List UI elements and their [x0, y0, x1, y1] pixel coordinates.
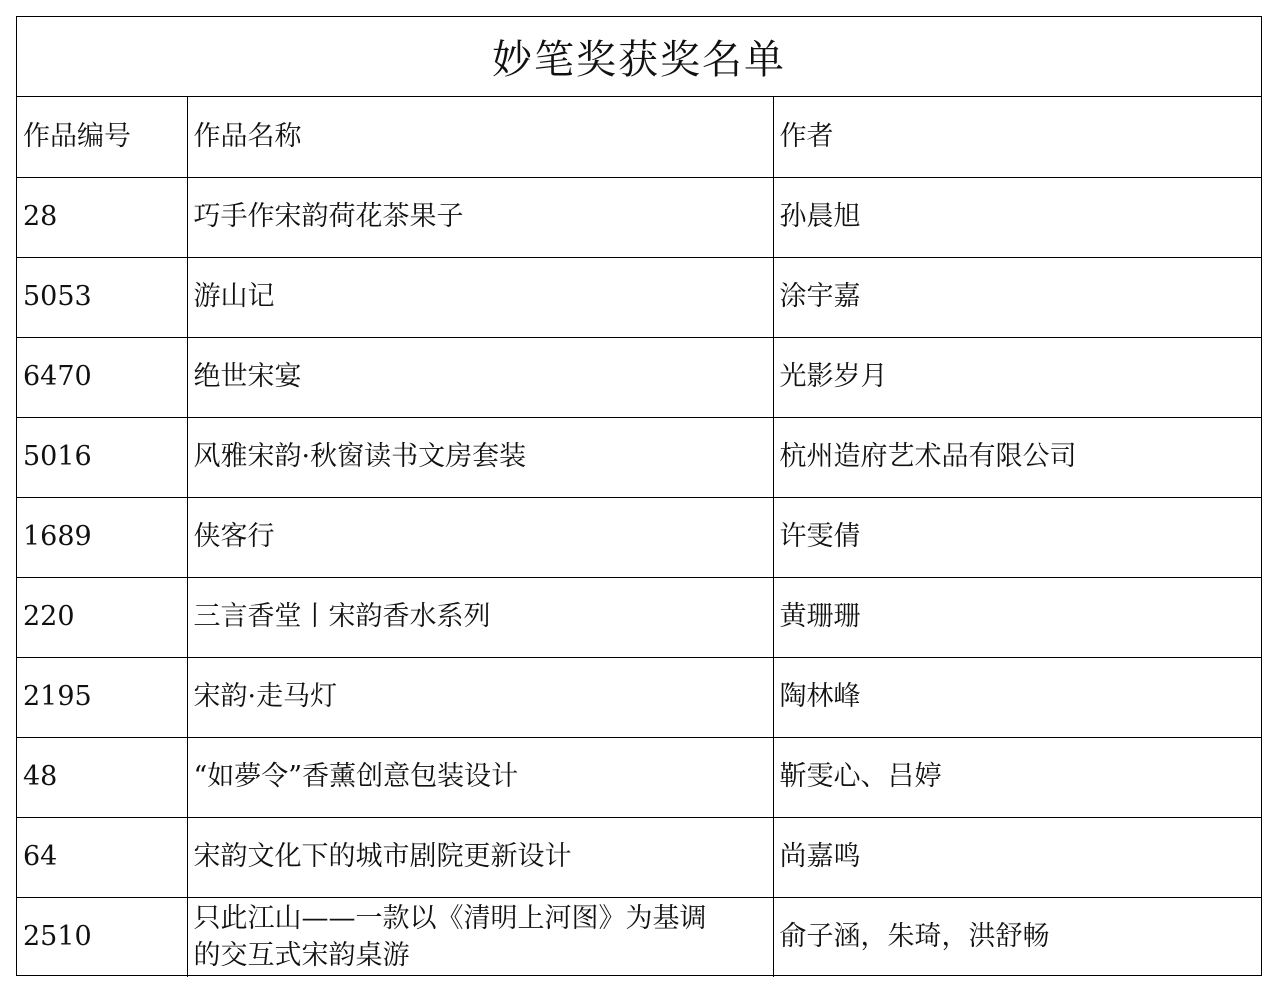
- header-cell-id: 作品编号: [17, 97, 187, 177]
- award-table-grid: [17, 97, 1261, 977]
- cell-id: 64: [17, 817, 187, 897]
- cell-author: 杭州造府艺术品有限公司: [773, 417, 1261, 497]
- table-row: [17, 817, 1261, 897]
- cell-author: 光影岁月: [773, 337, 1261, 417]
- cell-author: 黄珊珊: [773, 577, 1261, 657]
- table-title: 妙笔奖获奖名单: [17, 17, 1261, 97]
- cell-name: 风雅宋韵·秋窗读书文房套装: [187, 417, 773, 497]
- cell-id: 6470: [17, 337, 187, 417]
- header-row: [17, 97, 1261, 177]
- table-row: [17, 257, 1261, 337]
- cell-id: 5053: [17, 257, 187, 337]
- cell-name-line-2: 的交互式宋韵桌游: [193, 940, 410, 972]
- table-row: [17, 657, 1261, 737]
- table-row: [17, 737, 1261, 817]
- cell-name: 宋韵·走马灯: [187, 657, 773, 737]
- cell-name: 绝世宋宴: [187, 337, 773, 417]
- cell-name: 游山记: [187, 257, 773, 337]
- cell-name: 三言香堂丨宋韵香水系列: [187, 577, 773, 657]
- cell-author: 许雯倩: [773, 497, 1261, 577]
- cell-author: 涂宇嘉: [773, 257, 1261, 337]
- header-cell-name: 作品名称: [187, 97, 773, 177]
- cell-name: 巧手作宋韵荷花茶果子: [187, 177, 773, 257]
- table-row: [17, 497, 1261, 577]
- table-row: [17, 577, 1261, 657]
- cell-id: 28: [17, 177, 187, 257]
- cell-name: “如夢令”香薰创意包装设计: [187, 737, 773, 817]
- cell-name: 侠客行: [187, 497, 773, 577]
- cell-id: 48: [17, 737, 187, 817]
- cell-id: 5016: [17, 417, 187, 497]
- table-row: [17, 337, 1261, 417]
- cell-author: 俞子涵，朱琦，洪舒畅: [779, 921, 1050, 953]
- table-row: [17, 897, 1261, 977]
- cell-id: 1689: [17, 497, 187, 577]
- cell-id: 2195: [17, 657, 187, 737]
- cell-author: 孙晨旭: [773, 177, 1261, 257]
- cell-author: 尚嘉鸣: [773, 817, 1261, 897]
- cell-name-line-1: 只此江山——一款以《清明上河图》为基调: [193, 903, 707, 935]
- cell-id: 2510: [17, 897, 187, 977]
- header-cell-author: 作者: [773, 97, 1261, 177]
- cell-author: 靳雯心、吕婷: [773, 737, 1261, 817]
- cell-name: [187, 897, 773, 977]
- cell-name: 宋韵文化下的城市剧院更新设计: [187, 817, 773, 897]
- cell-id: 220: [17, 577, 187, 657]
- award-list-table: [16, 16, 1262, 976]
- table-row: [17, 417, 1261, 497]
- table-row: [17, 177, 1261, 257]
- cell-author: 陶林峰: [773, 657, 1261, 737]
